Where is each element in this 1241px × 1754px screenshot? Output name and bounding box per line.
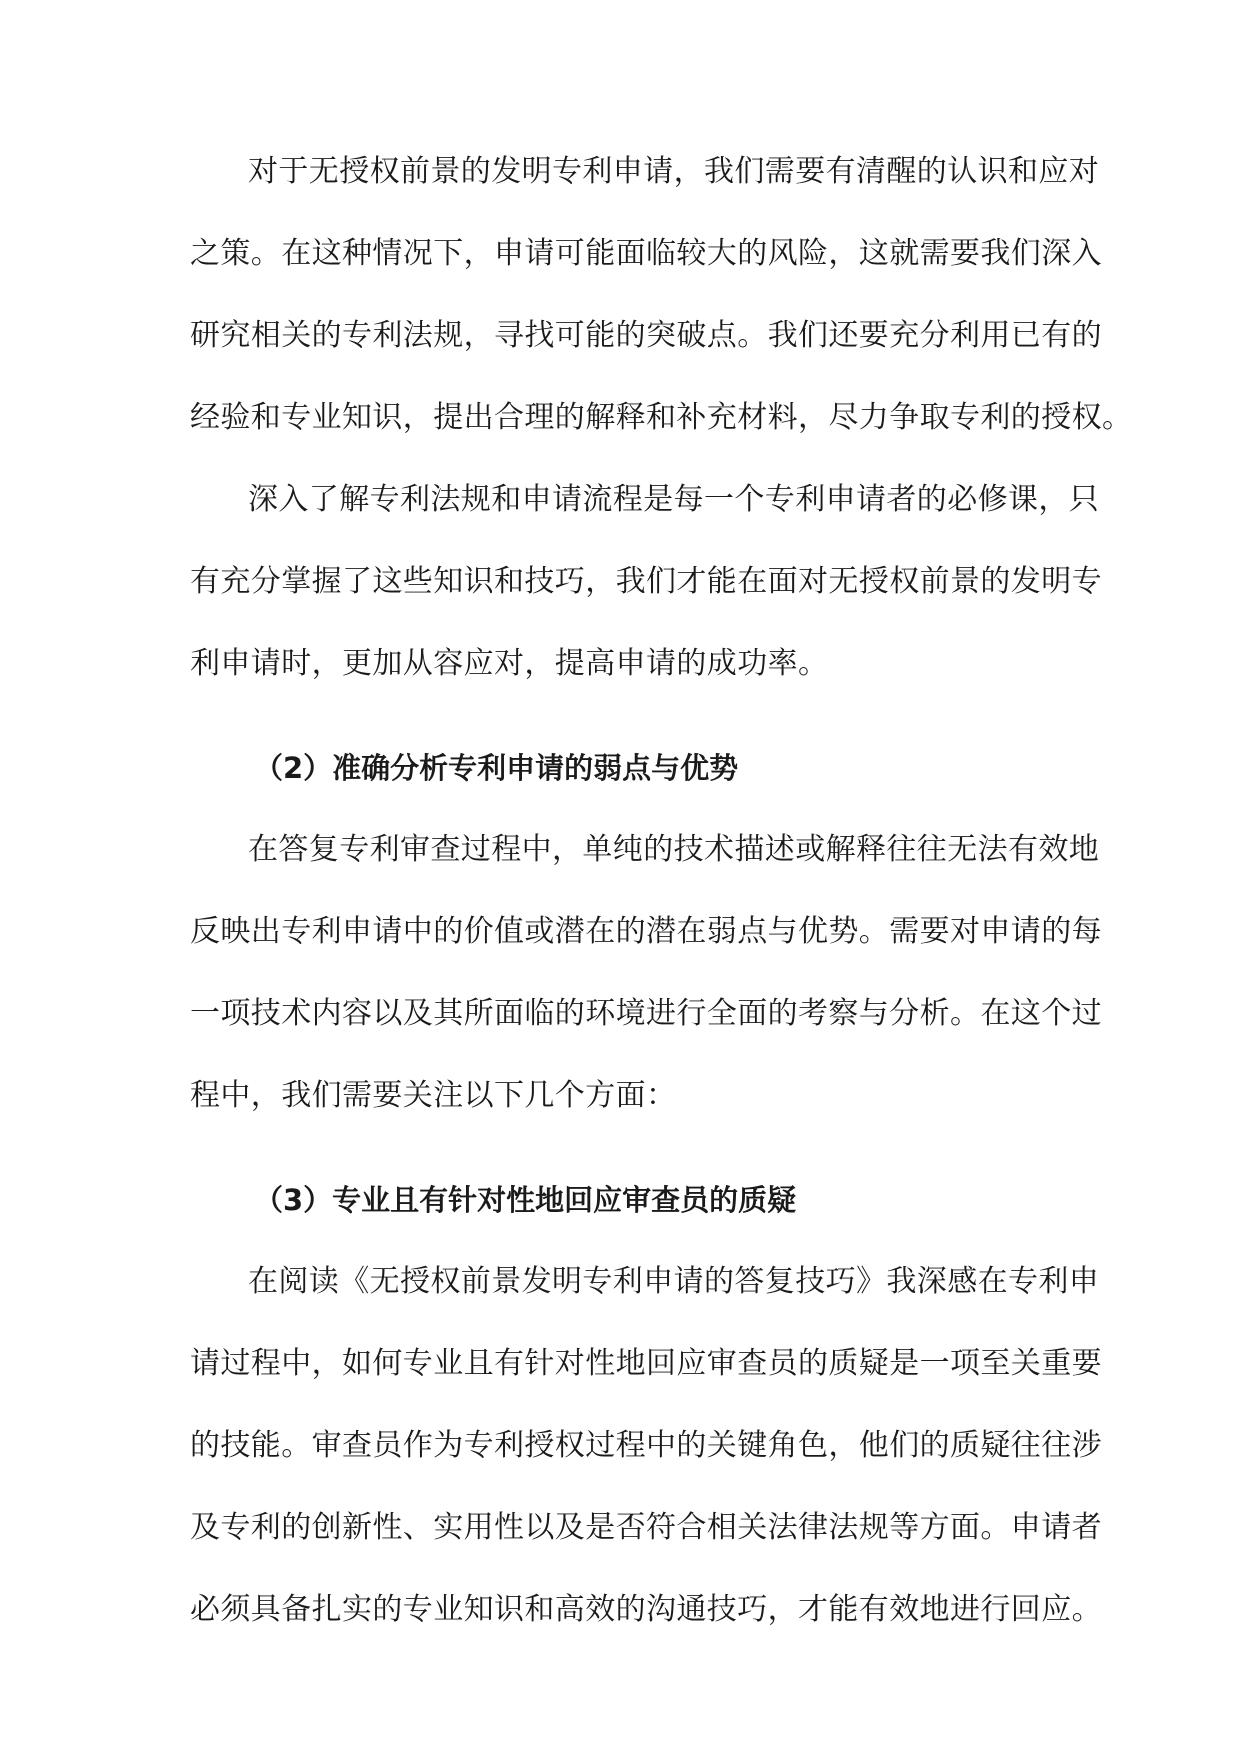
paragraph-line: 在阅读《无授权前景发明专利申请的答复技巧》我深感在专利申 xyxy=(248,1264,1100,1299)
section-spacer xyxy=(190,1148,1050,1170)
paragraph-line: 深入了解专利法规和申请流程是每一个专利申请者的必修课，只 xyxy=(248,482,1100,517)
paragraph-line: 在答复专利审查过程中，单纯的技术描述或解释往往无法有效地 xyxy=(248,832,1100,867)
paragraph-line: 研究相关的专利法规，寻找可能的突破点。我们还要充分利用已有的 xyxy=(190,318,1102,353)
paragraph-1 xyxy=(190,142,1133,470)
section-spacer xyxy=(190,716,1050,738)
paragraph-3 xyxy=(190,820,1102,1148)
section-heading-3: （3）专业且有针对性地回应审查员的质疑 xyxy=(254,1183,797,1217)
paragraph-line: 对于无授权前景的发明专利申请，我们需要有清醒的认识和应对 xyxy=(248,154,1100,189)
paragraph-line: 反映出专利申请中的价值或潜在的潜在弱点与优势。需要对申请的每 xyxy=(190,914,1102,949)
paragraph-line: 必须具备扎实的专业知识和高效的沟通技巧，才能有效地进行回应。 xyxy=(190,1592,1102,1627)
paragraph-line: 及专利的创新性、实用性以及是否符合相关法律法规等方面。申请者 xyxy=(190,1510,1102,1545)
document-body xyxy=(190,142,1133,1662)
paragraph-2 xyxy=(190,470,1102,716)
paragraph-line: 利申请时，更加从容应对，提高申请的成功率。 xyxy=(190,646,829,681)
paragraph-line: 程中，我们需要关注以下几个方面： xyxy=(190,1078,677,1113)
paragraph-line: 请过程中，如何专业且有针对性地回应审查员的质疑是一项至关重要 xyxy=(190,1346,1102,1381)
paragraph-line: 之策。在这种情况下，申请可能面临较大的风险，这就需要我们深入 xyxy=(190,236,1102,271)
paragraph-4 xyxy=(190,1252,1102,1662)
paragraph-line: 一项技术内容以及其所面临的环境进行全面的考察与分析。在这个过 xyxy=(190,996,1102,1031)
paragraph-line: 的技能。审查员作为专利授权过程中的关键角色，他们的质疑往往涉 xyxy=(190,1428,1102,1463)
section-heading-2: （2）准确分析专利申请的弱点与优势 xyxy=(254,751,739,785)
paragraph-line: 有充分掌握了这些知识和技巧，我们才能在面对无授权前景的发明专 xyxy=(190,564,1102,599)
paragraph-line: 经验和专业知识，提出合理的解释和补充材料，尽力争取专利的授权。 xyxy=(190,400,1133,435)
